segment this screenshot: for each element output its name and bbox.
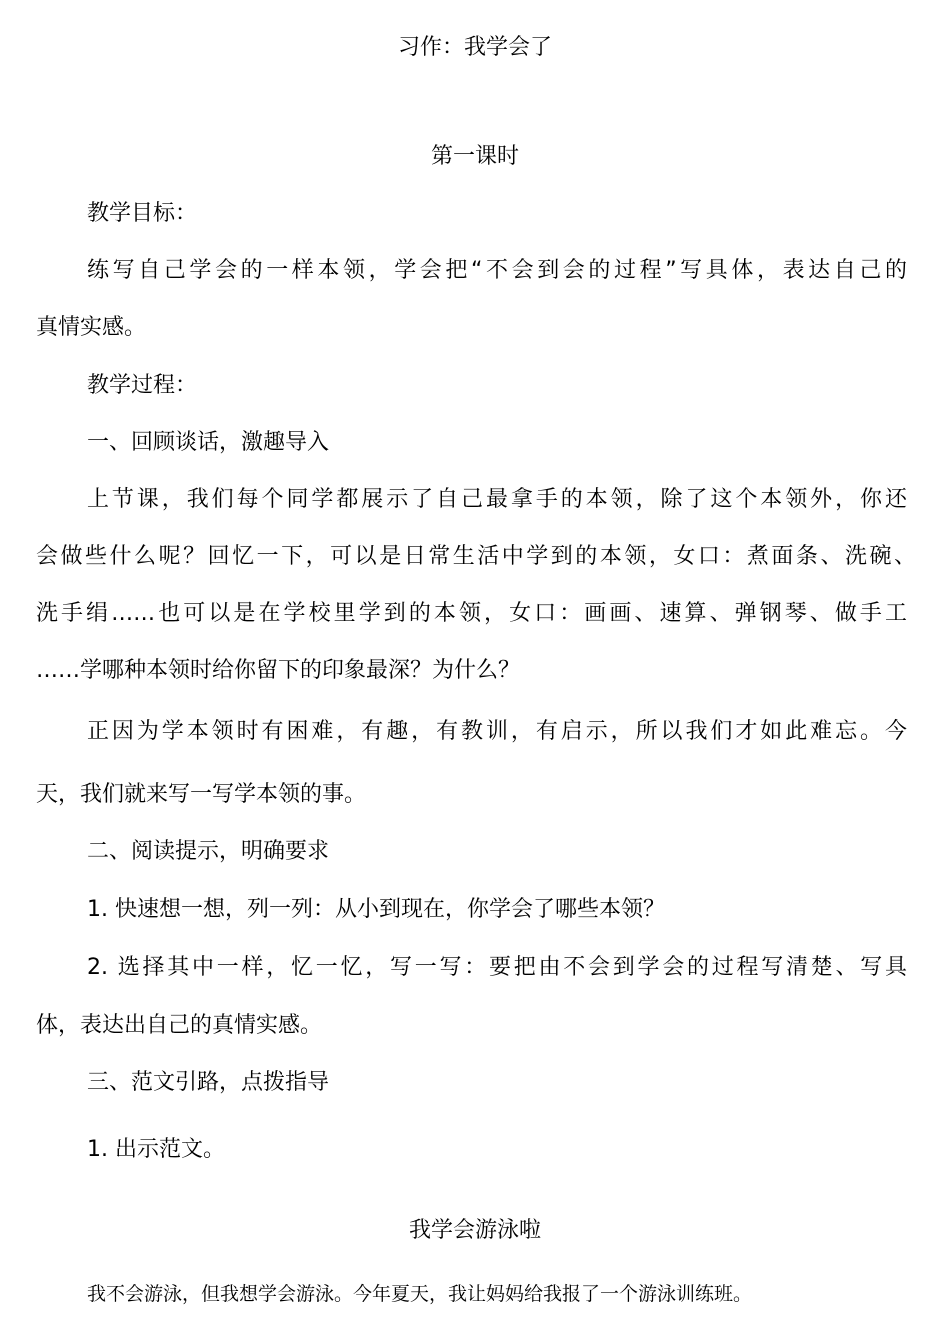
- paragraph-2-line-2: 天，我们就来写一写学本领的事。: [36, 782, 367, 807]
- process-heading: 教学过程：: [87, 373, 198, 398]
- paragraph-1-line-3: 洗手绢……也可以是在学校里学到的本领，女口：画画、速算、弹钢琴、做手工: [36, 601, 907, 626]
- section-1-title: 一、回顾谈话，激趣导入: [87, 430, 330, 455]
- sample-essay-title: 我学会游泳啦: [408, 1218, 541, 1243]
- paragraph-2-line-1: 正因为学本领时有困难，有趣，有教训，有启示，所以我们才如此难忘。今: [87, 719, 907, 744]
- list-item-2-line-1: 2. 选择其中一样，忆一忆，写一写：要把由不会到学会的过程写清楚、写具: [87, 955, 907, 980]
- paragraph-1-line-4: ……学哪种本领时给你留下的印象最深？为什么？: [36, 658, 521, 683]
- objective-line-1: 练写自己学会的一样本领，学会把“不会到会的过程”写具体，表达自己的: [87, 258, 907, 283]
- list-item-3: 1. 出示范文。: [87, 1137, 225, 1162]
- document-title: 习作：我学会了: [397, 35, 552, 60]
- lesson-heading: 第一课时: [430, 144, 519, 169]
- list-item-2-line-2: 体，表达出自己的真情实感。: [36, 1013, 323, 1038]
- paragraph-1-line-2: 会做些什么呢？回忆一下，可以是日常生活中学到的本领，女口：煮面条、洗碗、: [36, 544, 916, 569]
- section-2-title: 二、阅读提示，明确要求: [87, 839, 330, 864]
- paragraph-1-line-1: 上节课，我们每个同学都展示了自己最拿手的本领，除了这个本领外，你还: [87, 487, 907, 512]
- sample-essay-paragraph-1: 我不会游泳，但我想学会游泳。今年夏天，我让妈妈给我报了一个游泳训练班。: [87, 1283, 753, 1305]
- list-item-1: 1. 快速想一想，列一列：从小到现在，你学会了哪些本领？: [87, 897, 665, 922]
- section-3-title: 三、范文引路，点拨指导: [87, 1070, 330, 1095]
- objective-heading: 教学目标：: [87, 201, 198, 226]
- objective-line-2: 真情实感。: [36, 315, 147, 340]
